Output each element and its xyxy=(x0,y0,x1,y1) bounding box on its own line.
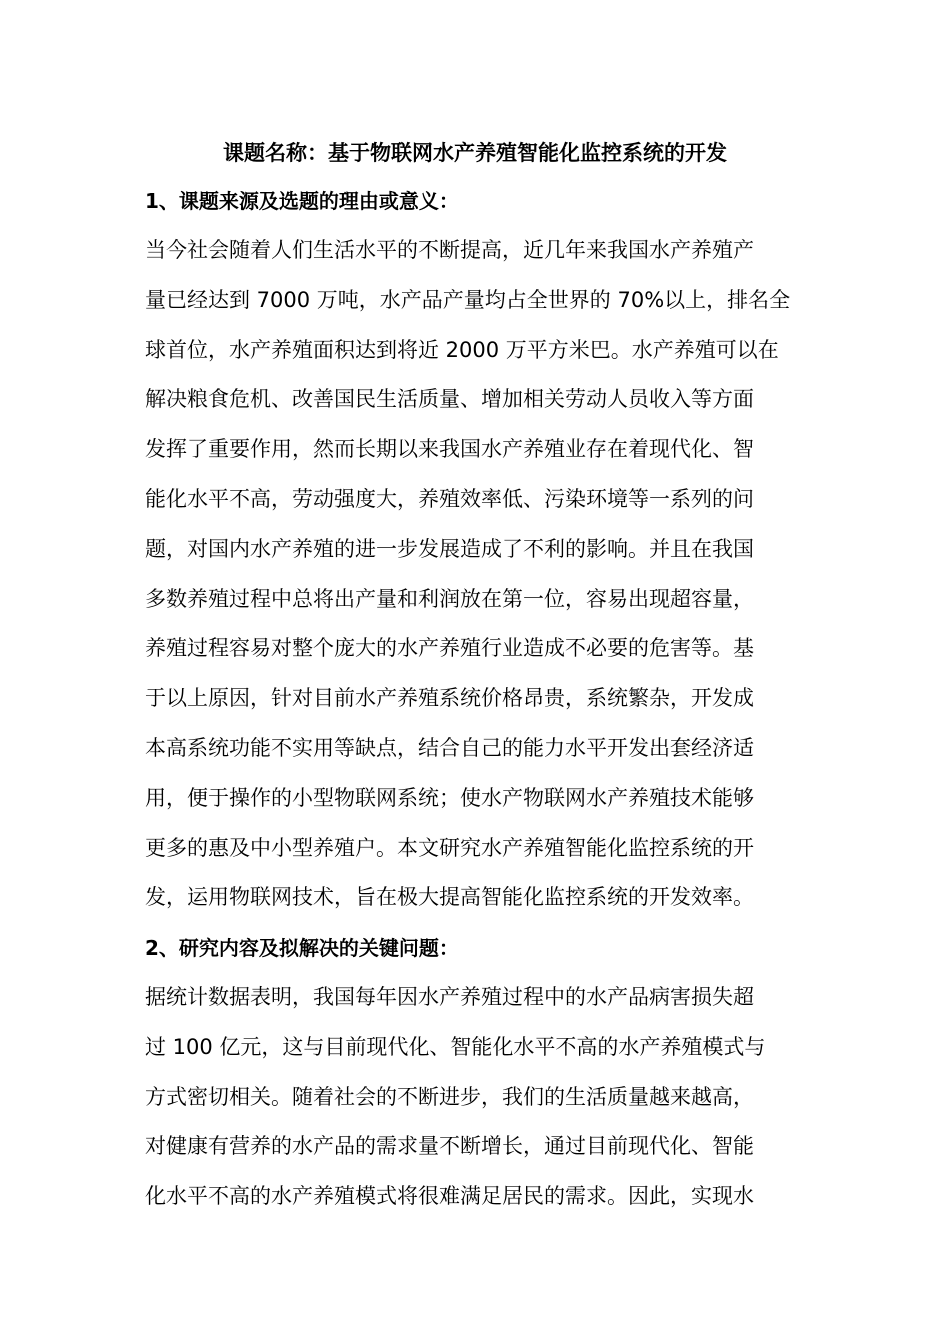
paragraph-line: 方式密切相关。随着社会的不断进步，我们的生活质量越来越高， xyxy=(145,1084,754,1109)
paragraph-line: 球首位，水产养殖面积达到将近 2000 万平方米巴。水产养殖可以在 xyxy=(145,337,779,362)
section-1-paragraph xyxy=(145,232,805,929)
paragraph-line: 于以上原因，针对目前水产养殖系统价格昂贵，系统繁杂，开发成 xyxy=(145,686,754,711)
paragraph-line: 发，运用物联网技术，旨在极大提高智能化监控系统的开发效率。 xyxy=(145,885,754,910)
section-heading-2: 2、研究内容及拟解决的关键问题： xyxy=(145,936,459,960)
paragraph-line: 过 100 亿元，这与目前现代化、智能化水平不高的水产养殖模式与 xyxy=(145,1034,766,1059)
paragraph-line: 发挥了重要作用，然而长期以来我国水产养殖业存在着现代化、智 xyxy=(145,437,754,462)
section-2-paragraph xyxy=(145,979,805,1228)
paragraph-line: 多数养殖过程中总将出产量和利润放在第一位，容易出现超容量， xyxy=(145,586,754,611)
section-heading-1: 1、课题来源及选题的理由或意义： xyxy=(145,189,459,213)
paragraph-line: 化水平不高的水产养殖模式将很难满足居民的需求。因此，实现水 xyxy=(145,1184,754,1209)
paragraph-line: 据统计数据表明，我国每年因水产养殖过程中的水产品病害损失超 xyxy=(145,985,754,1009)
paragraph-line: 题，对国内水产养殖的进一步发展造成了不利的影响。并且在我国 xyxy=(145,536,754,561)
paragraph-line: 养殖过程容易对整个庞大的水产养殖行业造成不必要的危害等。基 xyxy=(145,636,754,661)
document-title: 课题名称：基于物联网水产养殖智能化监控系统的开发 xyxy=(223,141,727,165)
paragraph-line: 能化水平不高，劳动强度大，养殖效率低、污染环境等一系列的问 xyxy=(145,486,754,511)
paragraph-line: 对健康有营养的水产品的需求量不断增长，通过目前现代化、智能 xyxy=(145,1134,754,1159)
paragraph-line: 当今社会随着人们生活水平的不断提高，近几年来我国水产养殖产 xyxy=(145,238,754,262)
paragraph-line: 解决粮食危机、改善国民生活质量、增加相关劳动人员收入等方面 xyxy=(145,387,754,412)
paragraph-line: 用，便于操作的小型物联网系统；使水产物联网水产养殖技术能够 xyxy=(145,785,754,810)
paragraph-line: 本高系统功能不实用等缺点，结合自己的能力水平开发出套经济适 xyxy=(145,735,754,760)
paragraph-line: 更多的惠及中小型养殖户。本文研究水产养殖智能化监控系统的开 xyxy=(145,835,754,860)
paragraph-line: 量已经达到 7000 万吨，水产品产量均占全世界的 70%以上，排名全 xyxy=(145,287,791,312)
